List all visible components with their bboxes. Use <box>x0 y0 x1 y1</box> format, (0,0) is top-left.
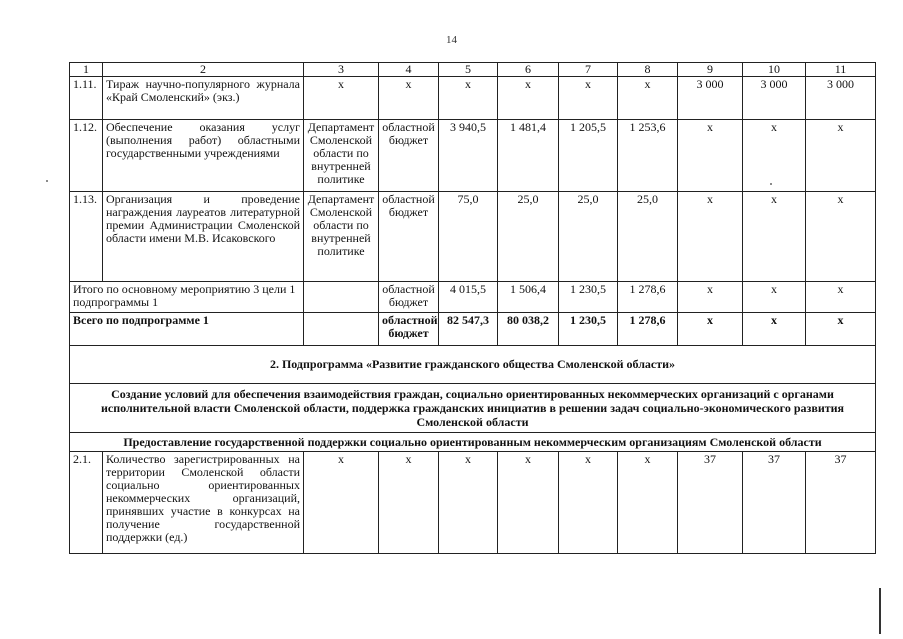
value-cell: 37 <box>806 452 876 554</box>
program-table <box>69 62 876 554</box>
column-number: 1 <box>70 63 103 77</box>
row-name: Обеспечение оказания услуг (выполнения работ) областными государственными учреждениями <box>103 120 304 192</box>
column-number: 4 <box>379 63 439 77</box>
column-number: 7 <box>559 63 618 77</box>
column-number: 9 <box>678 63 743 77</box>
value-cell: х <box>618 452 678 554</box>
scan-speck <box>46 180 48 182</box>
source-cell: областной бюджет <box>379 282 439 313</box>
row-name: Количество зарегистрированных на территории Смоленской области социально ориентированных некоммерческих организаций, принявших участие в конкурсах на получение государственной поддержки (ед.) <box>103 452 304 554</box>
page-number: 14 <box>446 34 457 46</box>
goal-text: Создание условий для обеспечения взаимодействия граждан, социально ориентированных некоммерческих организаций с органами исполнительной власти Смоленской области, поддержка гражданских инициатив в решении задач социально-экономического развития Смоленской области <box>70 384 876 433</box>
value-cell: х <box>439 77 498 120</box>
value-cell: 3 000 <box>678 77 743 120</box>
source-cell: областной бюджет <box>379 120 439 192</box>
table-row <box>70 120 876 192</box>
column-number-row <box>70 63 876 77</box>
row-name: Тираж научно-популярного журнала «Край Смоленский» (экз.) <box>103 77 304 120</box>
executor-cell: х <box>304 77 379 120</box>
value-cell: х <box>806 192 876 282</box>
value-cell: 3 000 <box>743 77 806 120</box>
value-cell: х <box>498 452 559 554</box>
value-cell: 25,0 <box>618 192 678 282</box>
value-cell: х <box>806 282 876 313</box>
total-label: Всего по подпрограмме 1 <box>70 313 304 346</box>
value-cell: 25,0 <box>559 192 618 282</box>
source-cell: областной бюджет <box>379 192 439 282</box>
executor-cell: Департамент Смоленской области по внутренней политике <box>304 192 379 282</box>
value-cell: 1 506,4 <box>498 282 559 313</box>
value-cell: 1 278,6 <box>618 282 678 313</box>
column-number: 11 <box>806 63 876 77</box>
subprogram-title: 2. Подпрограмма «Развитие гражданского общества Смоленской области» <box>70 346 876 384</box>
value-cell: х <box>806 313 876 346</box>
column-number: 2 <box>103 63 304 77</box>
value-cell: 25,0 <box>498 192 559 282</box>
table-row <box>70 192 876 282</box>
goal-row <box>70 384 876 433</box>
column-number: 10 <box>743 63 806 77</box>
value-cell: 37 <box>678 452 743 554</box>
row-name: Организация и проведение награждения лауреатов литературной премии Администрации Смоленской области имени М.В. Исаковского <box>103 192 304 282</box>
value-cell: х <box>498 77 559 120</box>
value-cell: х <box>559 77 618 120</box>
value-cell: 1 205,5 <box>559 120 618 192</box>
column-number: 5 <box>439 63 498 77</box>
value-cell: 3 940,5 <box>439 120 498 192</box>
value-cell: 82 547,3 <box>439 313 498 346</box>
value-cell: х <box>743 282 806 313</box>
value-cell: 37 <box>743 452 806 554</box>
source-cell: х <box>379 77 439 120</box>
column-number: 8 <box>618 63 678 77</box>
executor-cell: х <box>304 452 379 554</box>
value-cell: х <box>678 313 743 346</box>
row-number: 1.12. <box>70 120 103 192</box>
value-cell: х <box>678 192 743 282</box>
source-cell: х <box>379 452 439 554</box>
executor-cell <box>304 313 379 346</box>
value-cell: 75,0 <box>439 192 498 282</box>
table-row <box>70 77 876 120</box>
executor-cell <box>304 282 379 313</box>
subtotal-row <box>70 282 876 313</box>
value-cell: х <box>559 452 618 554</box>
row-number: 1.11. <box>70 77 103 120</box>
value-cell: х <box>743 192 806 282</box>
value-cell: х <box>439 452 498 554</box>
table-row <box>70 452 876 554</box>
value-cell: 3 000 <box>806 77 876 120</box>
total-row <box>70 313 876 346</box>
scan-artifact-line <box>879 588 881 634</box>
value-cell: х <box>678 120 743 192</box>
value-cell: 1 278,6 <box>618 313 678 346</box>
value-cell: 4 015,5 <box>439 282 498 313</box>
value-cell: 1 253,6 <box>618 120 678 192</box>
column-number: 3 <box>304 63 379 77</box>
executor-cell: Департамент Смоленской области по внутренней политике <box>304 120 379 192</box>
value-cell: х <box>743 313 806 346</box>
subtotal-label: Итого по основному мероприятию 3 цели 1 подпрограммы 1 <box>70 282 304 313</box>
value-cell: х <box>743 120 806 192</box>
row-number: 1.13. <box>70 192 103 282</box>
value-cell: 1 230,5 <box>559 313 618 346</box>
subprogram-title-row <box>70 346 876 384</box>
value-cell: х <box>618 77 678 120</box>
value-cell: 1 230,5 <box>559 282 618 313</box>
column-number: 6 <box>498 63 559 77</box>
scan-speck <box>770 183 772 185</box>
value-cell: 80 038,2 <box>498 313 559 346</box>
value-cell: х <box>806 120 876 192</box>
activity-row <box>70 433 876 452</box>
activity-text: Предоставление государственной поддержки социально ориентированным некоммерческим организациям Смоленской области <box>70 433 876 452</box>
row-number: 2.1. <box>70 452 103 554</box>
source-cell: областной бюджет <box>379 313 439 346</box>
value-cell: 1 481,4 <box>498 120 559 192</box>
value-cell: х <box>678 282 743 313</box>
